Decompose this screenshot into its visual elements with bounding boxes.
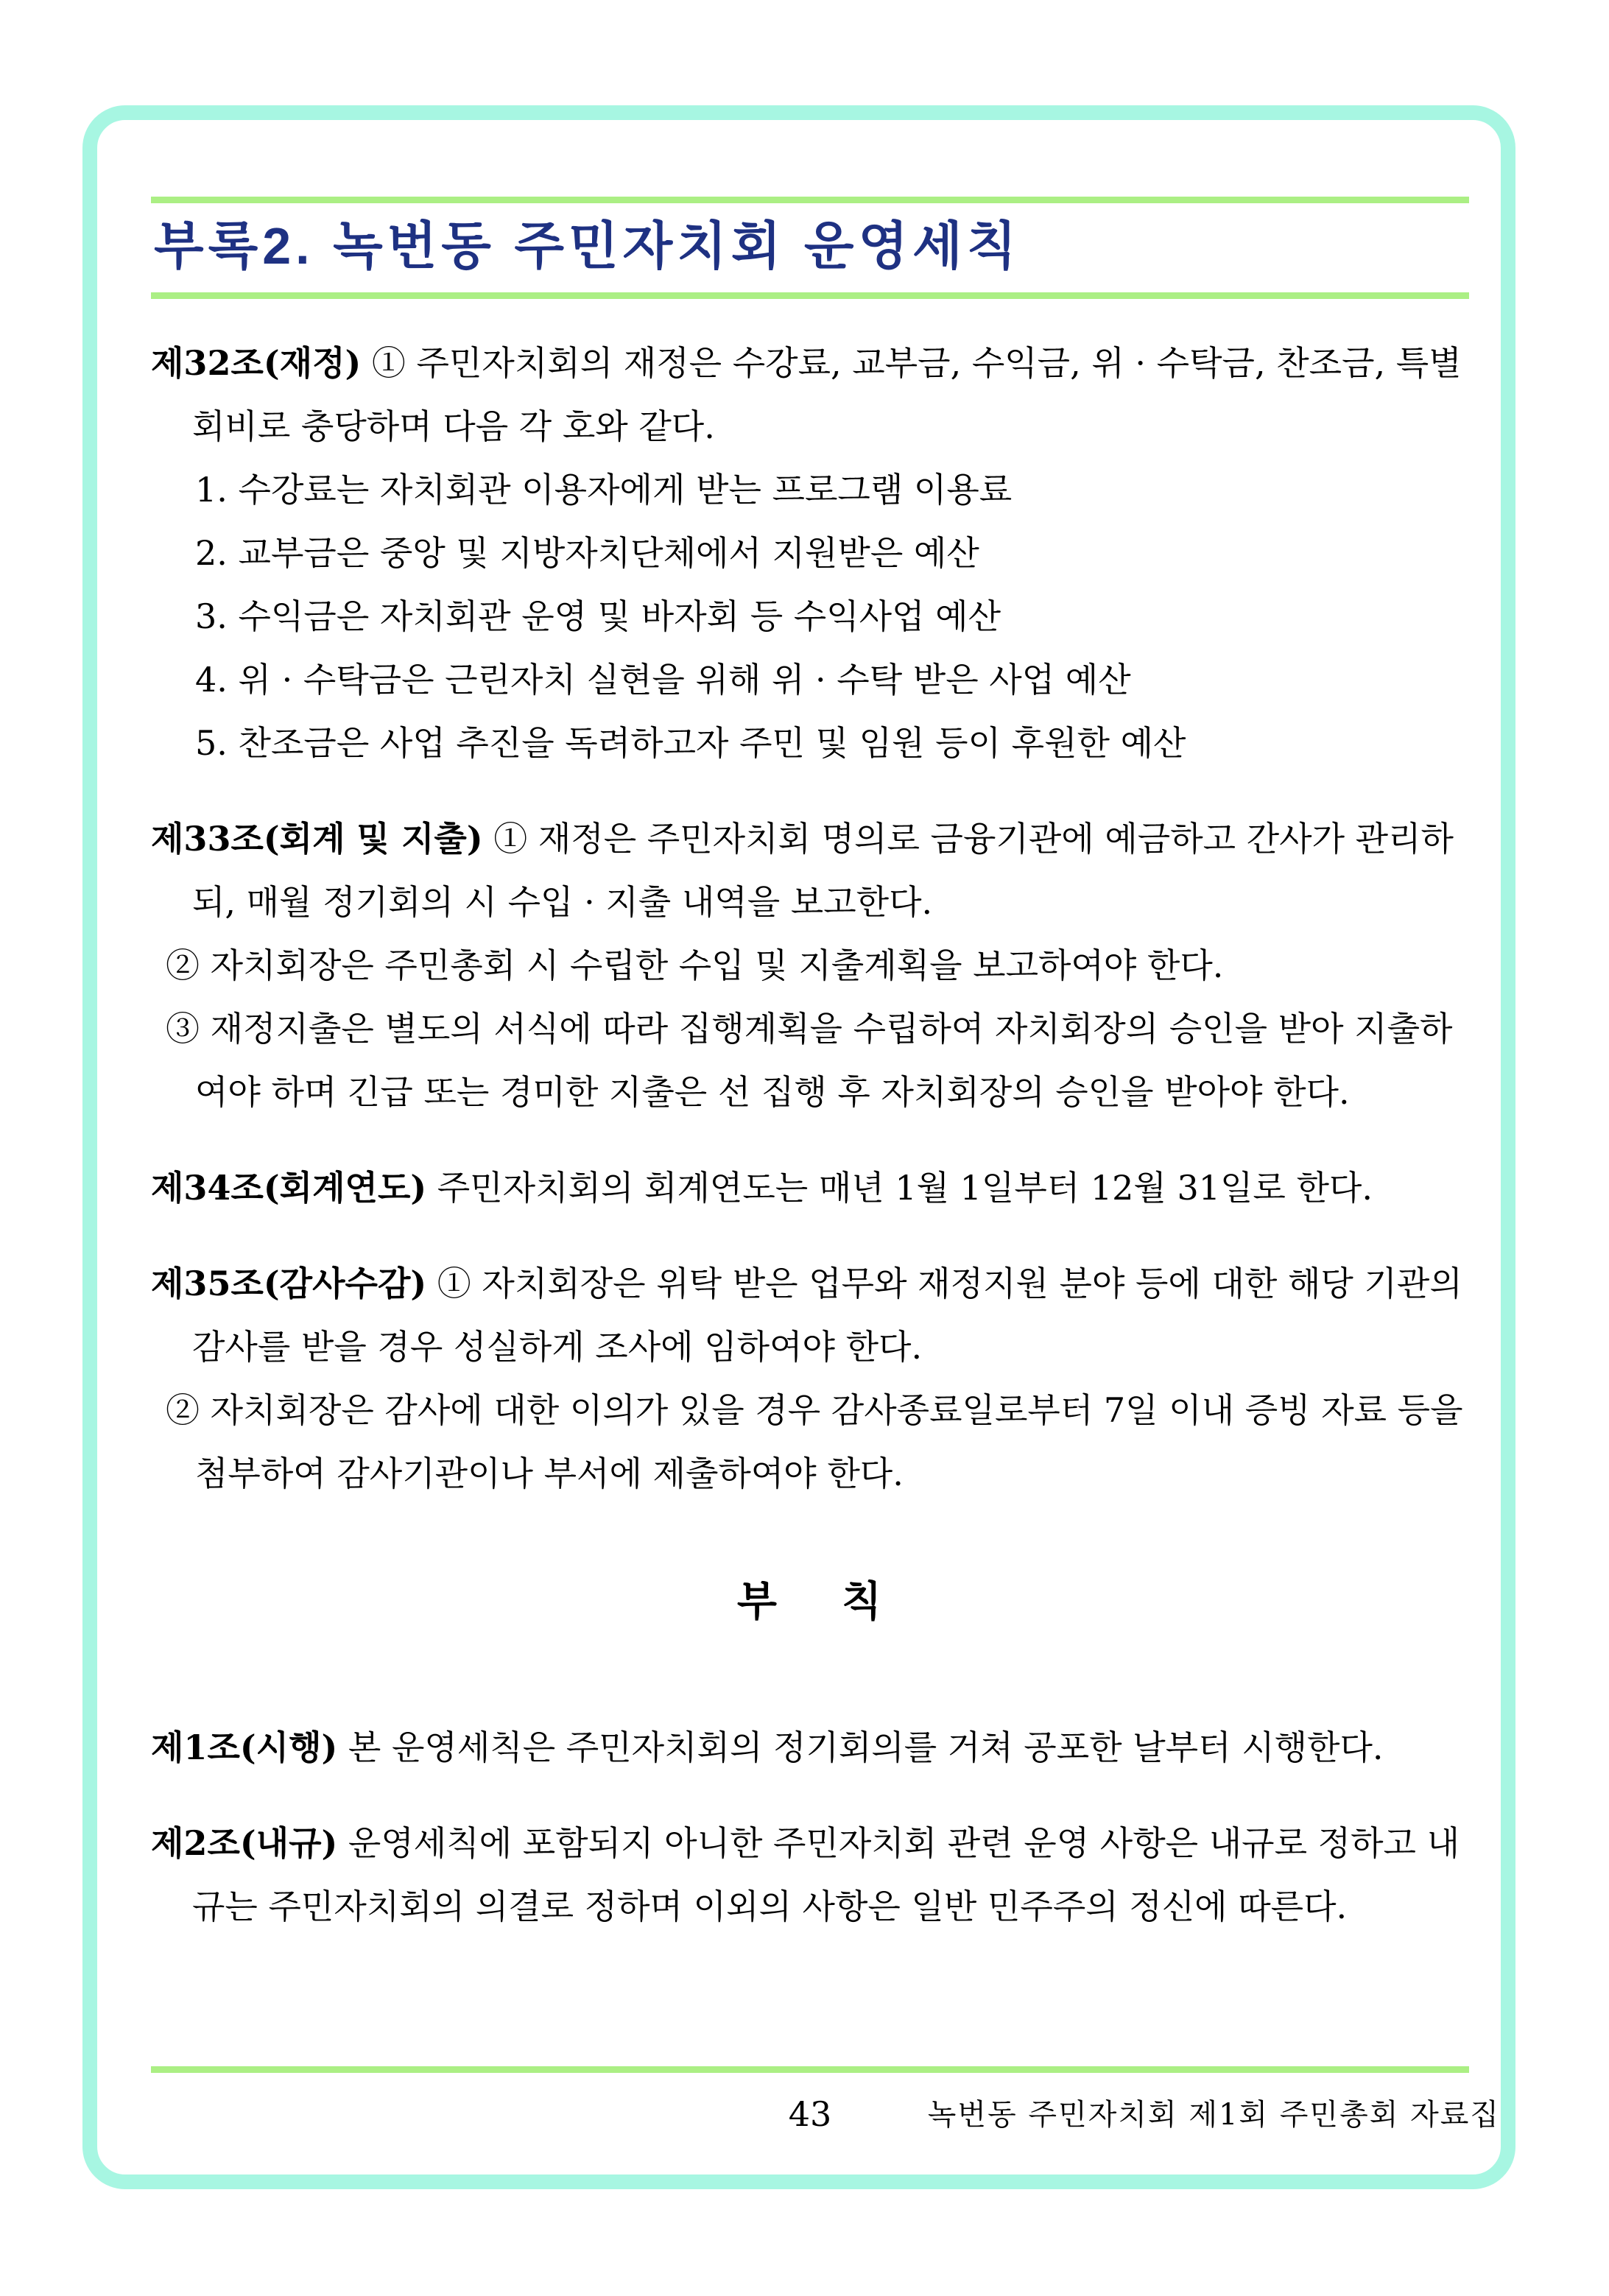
- title-rule-bottom: [151, 292, 1469, 299]
- page-title: 부록2. 녹번동 주민자치회 운영세칙: [154, 217, 1021, 275]
- article-33-lead: [151, 807, 1469, 934]
- title-rule-top: [151, 197, 1469, 203]
- addendum-article-1-lead: [151, 1716, 1469, 1779]
- article-32-lead: [151, 331, 1469, 458]
- list-item: 5. 찬조금은 사업 추진을 독려하고자 주민 및 임원 등이 후원한 예산: [195, 723, 1186, 763]
- article-34: [151, 1156, 1469, 1219]
- article-33-lead-text: ① 재정은 주민자치회 명의로 금융기관에 예금하고 간사가 관리하되, 매월 정기회의 시 수입 · 지출 내역을 보고한다.: [192, 819, 1454, 922]
- article-35-lead: [151, 1252, 1469, 1378]
- addendum-heading: 부 칙: [736, 1577, 884, 1626]
- addendum-article-2-text: 운영세칙에 포함되지 아니한 주민자치회 관련 운영 사항은 내규로 정하고 내규는 주민자치회의 의결로 정하며 이외의 사항은 일반 민주주의 정신에 따른다.: [192, 1823, 1460, 1926]
- footer-rule: [151, 2066, 1469, 2073]
- addendum-article-2-lead: [151, 1811, 1469, 1938]
- article-33: [151, 807, 1469, 1124]
- page-content: [151, 105, 1469, 1938]
- addendum-article-1-label: 제1조(시행): [151, 1728, 338, 1767]
- article-34-lead-text: 주민자치회의 회계연도는 매년 1월 1일부터 12월 31일로 한다.: [426, 1168, 1373, 1208]
- article-33-label: 제33조(회계 및 지출): [151, 819, 483, 859]
- list-item: 4. 위 · 수탁금은 근린자치 실현을 위해 위 · 수탁 받은 사업 예산: [195, 660, 1131, 700]
- list-item: 3. 수익금은 자치회관 운영 및 바자회 등 수익사업 예산: [195, 596, 1001, 636]
- page-number: 43: [788, 2094, 832, 2134]
- article-32-label: 제32조(재정): [151, 343, 362, 383]
- article-32: [151, 331, 1469, 775]
- list-item: 2. 교부금은 중앙 및 지방자치단체에서 지원받은 예산: [195, 533, 979, 573]
- page-footer: [151, 2066, 1500, 2139]
- title-block: [151, 197, 1469, 299]
- footer-row: [151, 2092, 1500, 2139]
- article-32-lead-text: ① 주민자치회의 재정은 수강료, 교부금, 수익금, 위 · 수탁금, 찬조금, 특별회비로 충당하며 다음 각 호와 같다.: [192, 343, 1462, 446]
- article-34-lead: [151, 1156, 1469, 1219]
- document-body: [151, 331, 1469, 1938]
- article-35: [151, 1252, 1469, 1505]
- article-35-lead-text: ① 자치회장은 위탁 받은 업무와 재정지원 분야 등에 대한 해당 기관의 감사를 받을 경우 성실하게 조사에 임하여야 한다.: [192, 1264, 1462, 1367]
- article-34-label: 제34조(회계연도): [151, 1168, 427, 1208]
- article-35-label: 제35조(감사수감): [151, 1264, 427, 1303]
- article-33-clause-3: ③ 재정지출은 별도의 서식에 따라 집행계획을 수립하여 자치회장의 승인을 받아 지출하여야 하며 긴급 또는 경미한 지출은 선 집행 후 자치회장의 승인을 받아야 한다.: [166, 1009, 1453, 1112]
- addendum-article-2-label: 제2조(내규): [151, 1823, 338, 1863]
- list-item: 1. 수강료는 자치회관 이용자에게 받는 프로그램 이용료: [195, 470, 1013, 510]
- article-32-items: [151, 458, 1469, 775]
- addendum-article-2: [151, 1811, 1469, 1938]
- article-33-clause-2: ② 자치회장은 주민총회 시 수립한 수입 및 지출계획을 보고하여야 한다.: [166, 945, 1224, 985]
- article-35-clause-2: ② 자치회장은 감사에 대한 이의가 있을 경우 감사종료일로부터 7일 이내 증빙 자료 등을 첨부하여 감사기관이나 부서에 제출하여야 한다.: [166, 1390, 1463, 1493]
- footer-caption: 녹번동 주민자치회 제1회 주민총회 자료집: [927, 2098, 1500, 2132]
- addendum-article-1: [151, 1716, 1469, 1779]
- addendum-article-1-text: 본 운영세칙은 주민자치회의 정기회의를 거쳐 공포한 날부터 시행한다.: [337, 1728, 1384, 1767]
